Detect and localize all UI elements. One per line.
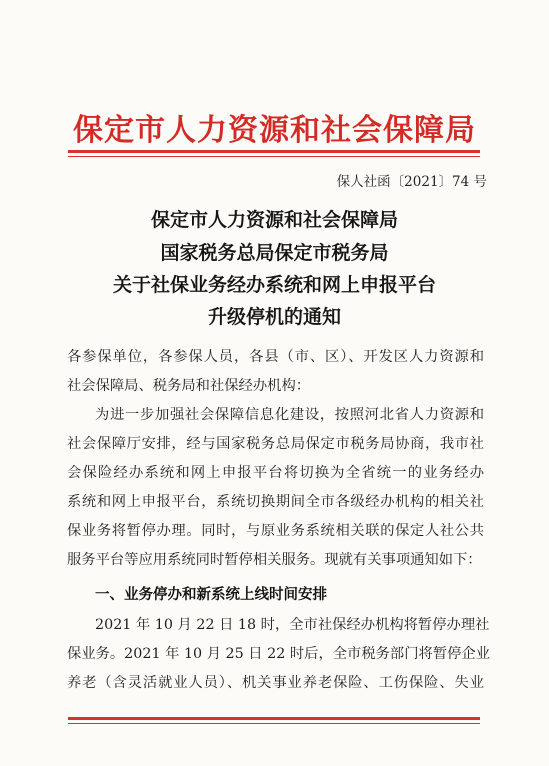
title-line: 保定市人力资源和社会保障局: [150, 209, 398, 231]
footer-rule-thin: [68, 723, 480, 724]
paragraph-line: 社会保障厅安排，经与国家税务总局保定市税务局协商，我市社: [67, 436, 484, 452]
paragraph-line: 服务平台等应用系统同时暂停相关服务。现就有关事项通知如下：: [67, 552, 482, 568]
paragraph-line: 为进一步加强社会保障信息化建设，按照河北省人力资源和: [95, 407, 484, 423]
header-rule-thick: [68, 150, 480, 153]
paragraph-line: 会保险经办系统和网上申报平台将切换为全省统一的业务经办: [67, 465, 484, 481]
addressee-line: 各参保单位，各参保人员，各县（市、区）、开发区人力资源和: [67, 349, 484, 365]
paragraph-line: 保业务将暂停办理。同时，与原业务系统相关联的保定人社公共: [67, 523, 484, 539]
title-line: 升级停机的通知: [207, 306, 341, 328]
masthead: 保定市人力资源和社会保障局: [73, 113, 476, 148]
paragraph-line: 保业务。2021 年 10 月 25 日 22 时后，全市税务部门将暂停企业: [67, 646, 491, 662]
document-number: 保人社函〔2021〕74 号: [336, 174, 487, 190]
section-heading: 一、业务停办和新系统上线时间安排: [95, 586, 327, 603]
addressee-line: 社会保障局、税务局和社保经办机构：: [67, 378, 311, 394]
title-line: 关于社保业务经办系统和网上申报平台: [112, 274, 436, 296]
header-rule-thin: [68, 156, 480, 157]
paragraph-line: 2021 年 10 月 22 日 18 时，全市社保经办机构将暂停办理社: [95, 617, 490, 633]
paragraph-line: 养老（含灵活就业人员）、机关事业养老保险、工伤保险、失业: [67, 675, 484, 691]
title-line: 国家税务总局保定市税务局: [160, 242, 389, 264]
paragraph-line: 系统和网上申报平台，系统切换期间全市各级经办机构的相关社: [67, 494, 484, 510]
footer-rule-thick: [68, 717, 480, 720]
